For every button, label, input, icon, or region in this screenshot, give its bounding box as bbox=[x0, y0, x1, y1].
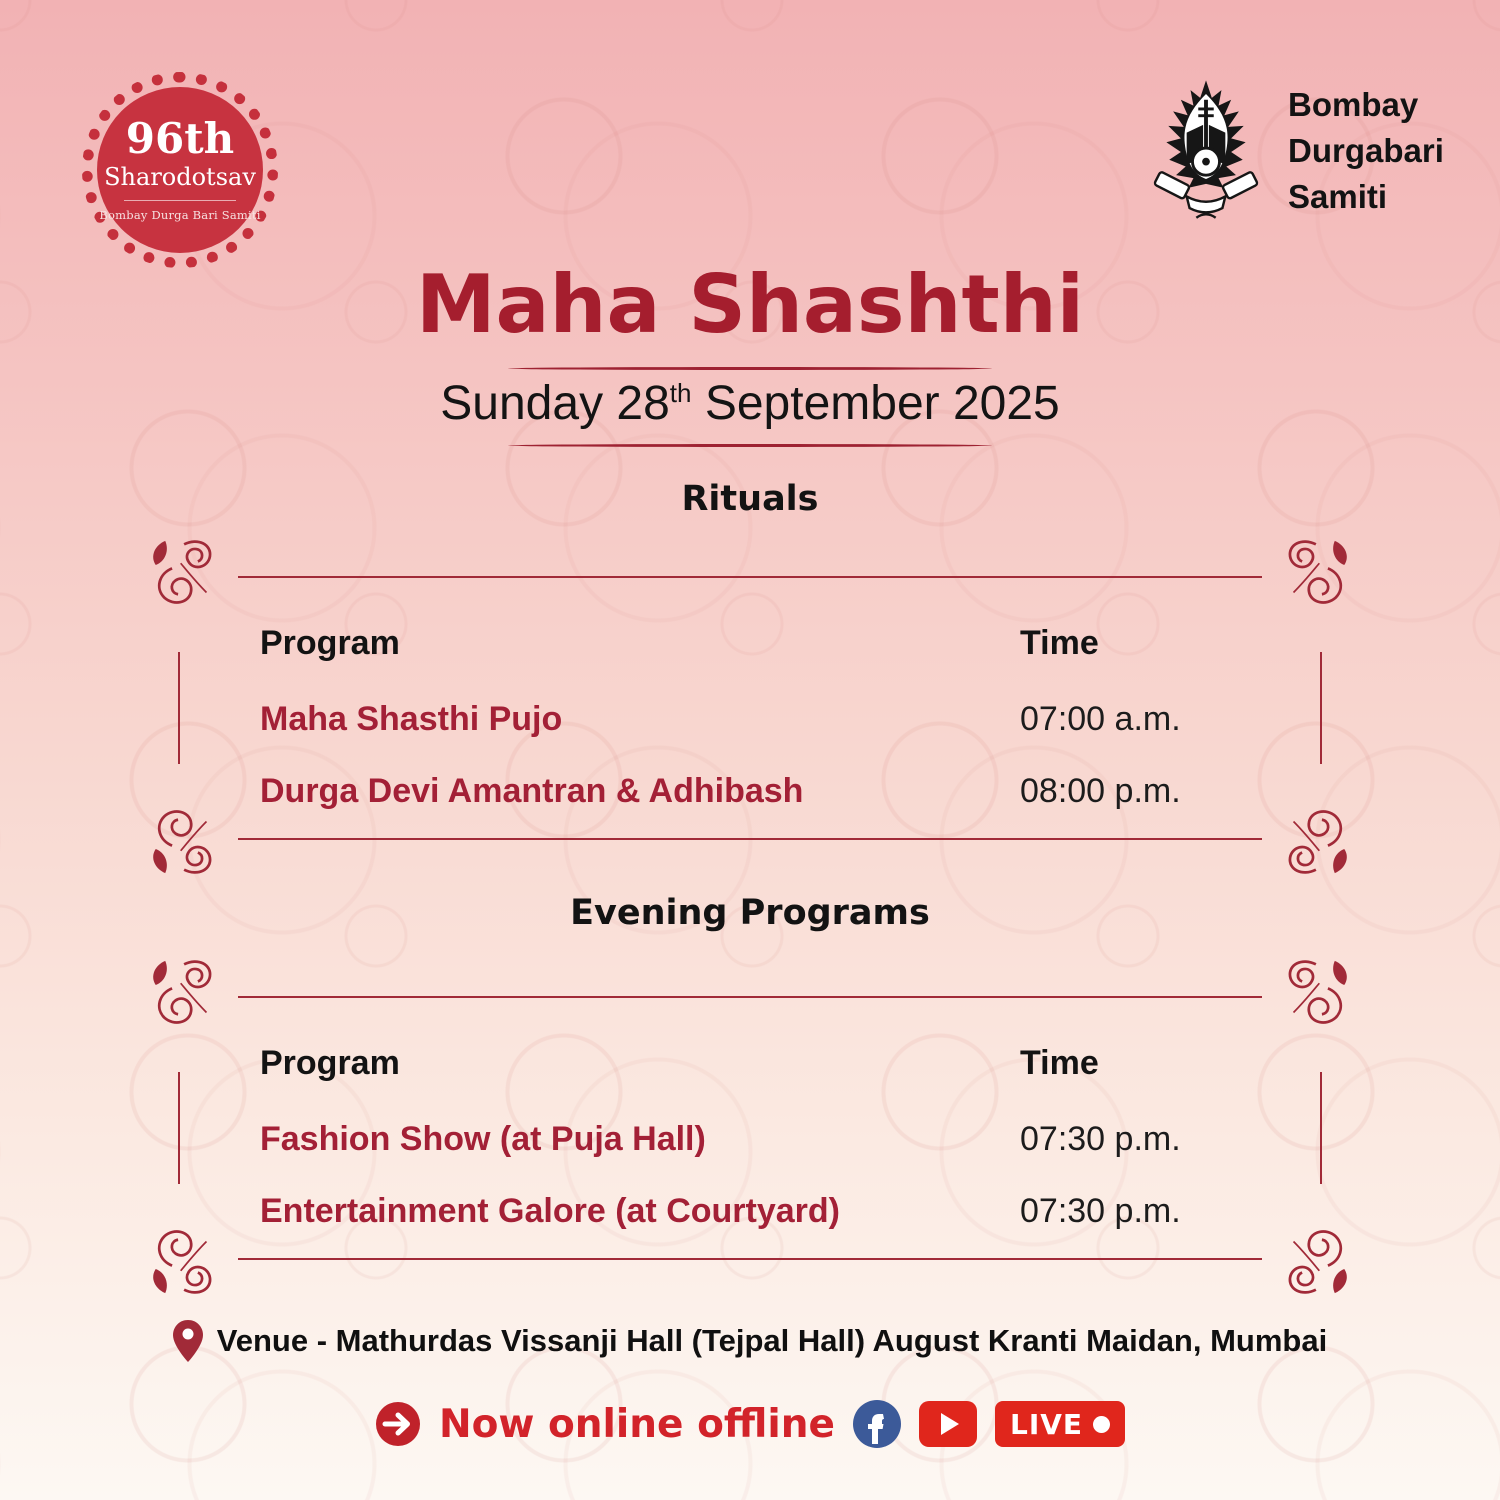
table-border-top bbox=[238, 576, 1262, 578]
org-name bbox=[1288, 82, 1444, 221]
table-border-right bbox=[1320, 1072, 1322, 1184]
table-border-bottom bbox=[238, 838, 1262, 840]
program-name: Durga Devi Amantran & Adhibash bbox=[260, 772, 804, 810]
date-ordinal: th bbox=[669, 378, 692, 408]
table-border-right bbox=[1320, 652, 1322, 764]
badge-anniversary-number: 96th bbox=[125, 114, 235, 164]
ornate-flourish-icon bbox=[1266, 534, 1352, 620]
badge-org-name: Bombay Durga Bari Samiti bbox=[99, 207, 261, 222]
column-header-time: Time bbox=[1020, 1044, 1099, 1082]
column-header-time: Time bbox=[1020, 624, 1099, 662]
table-border-top bbox=[238, 996, 1262, 998]
samiti-emblem-icon bbox=[1148, 76, 1264, 226]
org-name-line3: Samiti bbox=[1288, 178, 1388, 216]
date-day: Sunday 28 bbox=[440, 377, 670, 430]
ornate-flourish-icon bbox=[148, 534, 234, 620]
program-time: 08:00 p.m. bbox=[1020, 772, 1181, 810]
program-time: 07:30 p.m. bbox=[1020, 1192, 1181, 1230]
badge-divider bbox=[124, 200, 236, 201]
program-time: 07:00 a.m. bbox=[1020, 700, 1181, 738]
section-heading-rituals: Rituals bbox=[681, 479, 819, 519]
table-border-left bbox=[178, 1072, 180, 1184]
play-triangle-icon bbox=[941, 1413, 959, 1435]
org-name-line2: Durgabari bbox=[1288, 131, 1444, 169]
rituals-table bbox=[170, 552, 1330, 862]
ornate-flourish-icon bbox=[1266, 1214, 1352, 1300]
date-divider-top bbox=[508, 367, 992, 370]
program-name: Maha Shasthi Pujo bbox=[260, 700, 563, 738]
column-header-program: Program bbox=[260, 624, 400, 662]
ornate-flourish-icon bbox=[1266, 954, 1352, 1040]
column-header-program: Program bbox=[260, 1044, 400, 1082]
date-divider-bottom bbox=[508, 444, 992, 447]
page-title: Maha Shashthi bbox=[415, 258, 1085, 351]
venue-row bbox=[0, 1320, 1500, 1362]
live-dot-icon bbox=[1093, 1416, 1110, 1433]
program-name: Fashion Show (at Puja Hall) bbox=[260, 1120, 706, 1158]
org-name-line1: Bombay bbox=[1288, 85, 1419, 123]
ornate-flourish-icon bbox=[148, 954, 234, 1040]
live-badge-text: LIVE bbox=[1009, 1407, 1084, 1441]
event-date bbox=[0, 376, 1500, 431]
ornate-flourish-icon bbox=[148, 794, 234, 880]
table-border-left bbox=[178, 652, 180, 764]
badge-event-name: Sharodotsav bbox=[104, 163, 256, 192]
live-badge bbox=[995, 1401, 1125, 1447]
anniversary-badge bbox=[97, 87, 263, 253]
table-border-bottom bbox=[238, 1258, 1262, 1260]
section-heading-evening-programs: Evening Programs bbox=[570, 893, 930, 933]
evening-programs-table bbox=[170, 972, 1330, 1282]
cta-text: Now online offline bbox=[438, 1401, 835, 1447]
facebook-icon bbox=[853, 1400, 901, 1448]
location-pin-icon bbox=[173, 1320, 203, 1362]
org-logo bbox=[1148, 76, 1444, 226]
youtube-icon bbox=[919, 1401, 977, 1447]
footer-streaming-row bbox=[0, 1400, 1500, 1448]
arrow-right-icon bbox=[375, 1401, 421, 1447]
date-rest: September 2025 bbox=[691, 377, 1060, 430]
venue-text: Venue - Mathurdas Vissanji Hall (Tejpal Hall) August Kranti Maidan, Mumbai bbox=[216, 1323, 1328, 1358]
program-time: 07:30 p.m. bbox=[1020, 1120, 1181, 1158]
ornate-flourish-icon bbox=[148, 1214, 234, 1300]
program-name: Entertainment Galore (at Courtyard) bbox=[260, 1192, 840, 1230]
ornate-flourish-icon bbox=[1266, 794, 1352, 880]
